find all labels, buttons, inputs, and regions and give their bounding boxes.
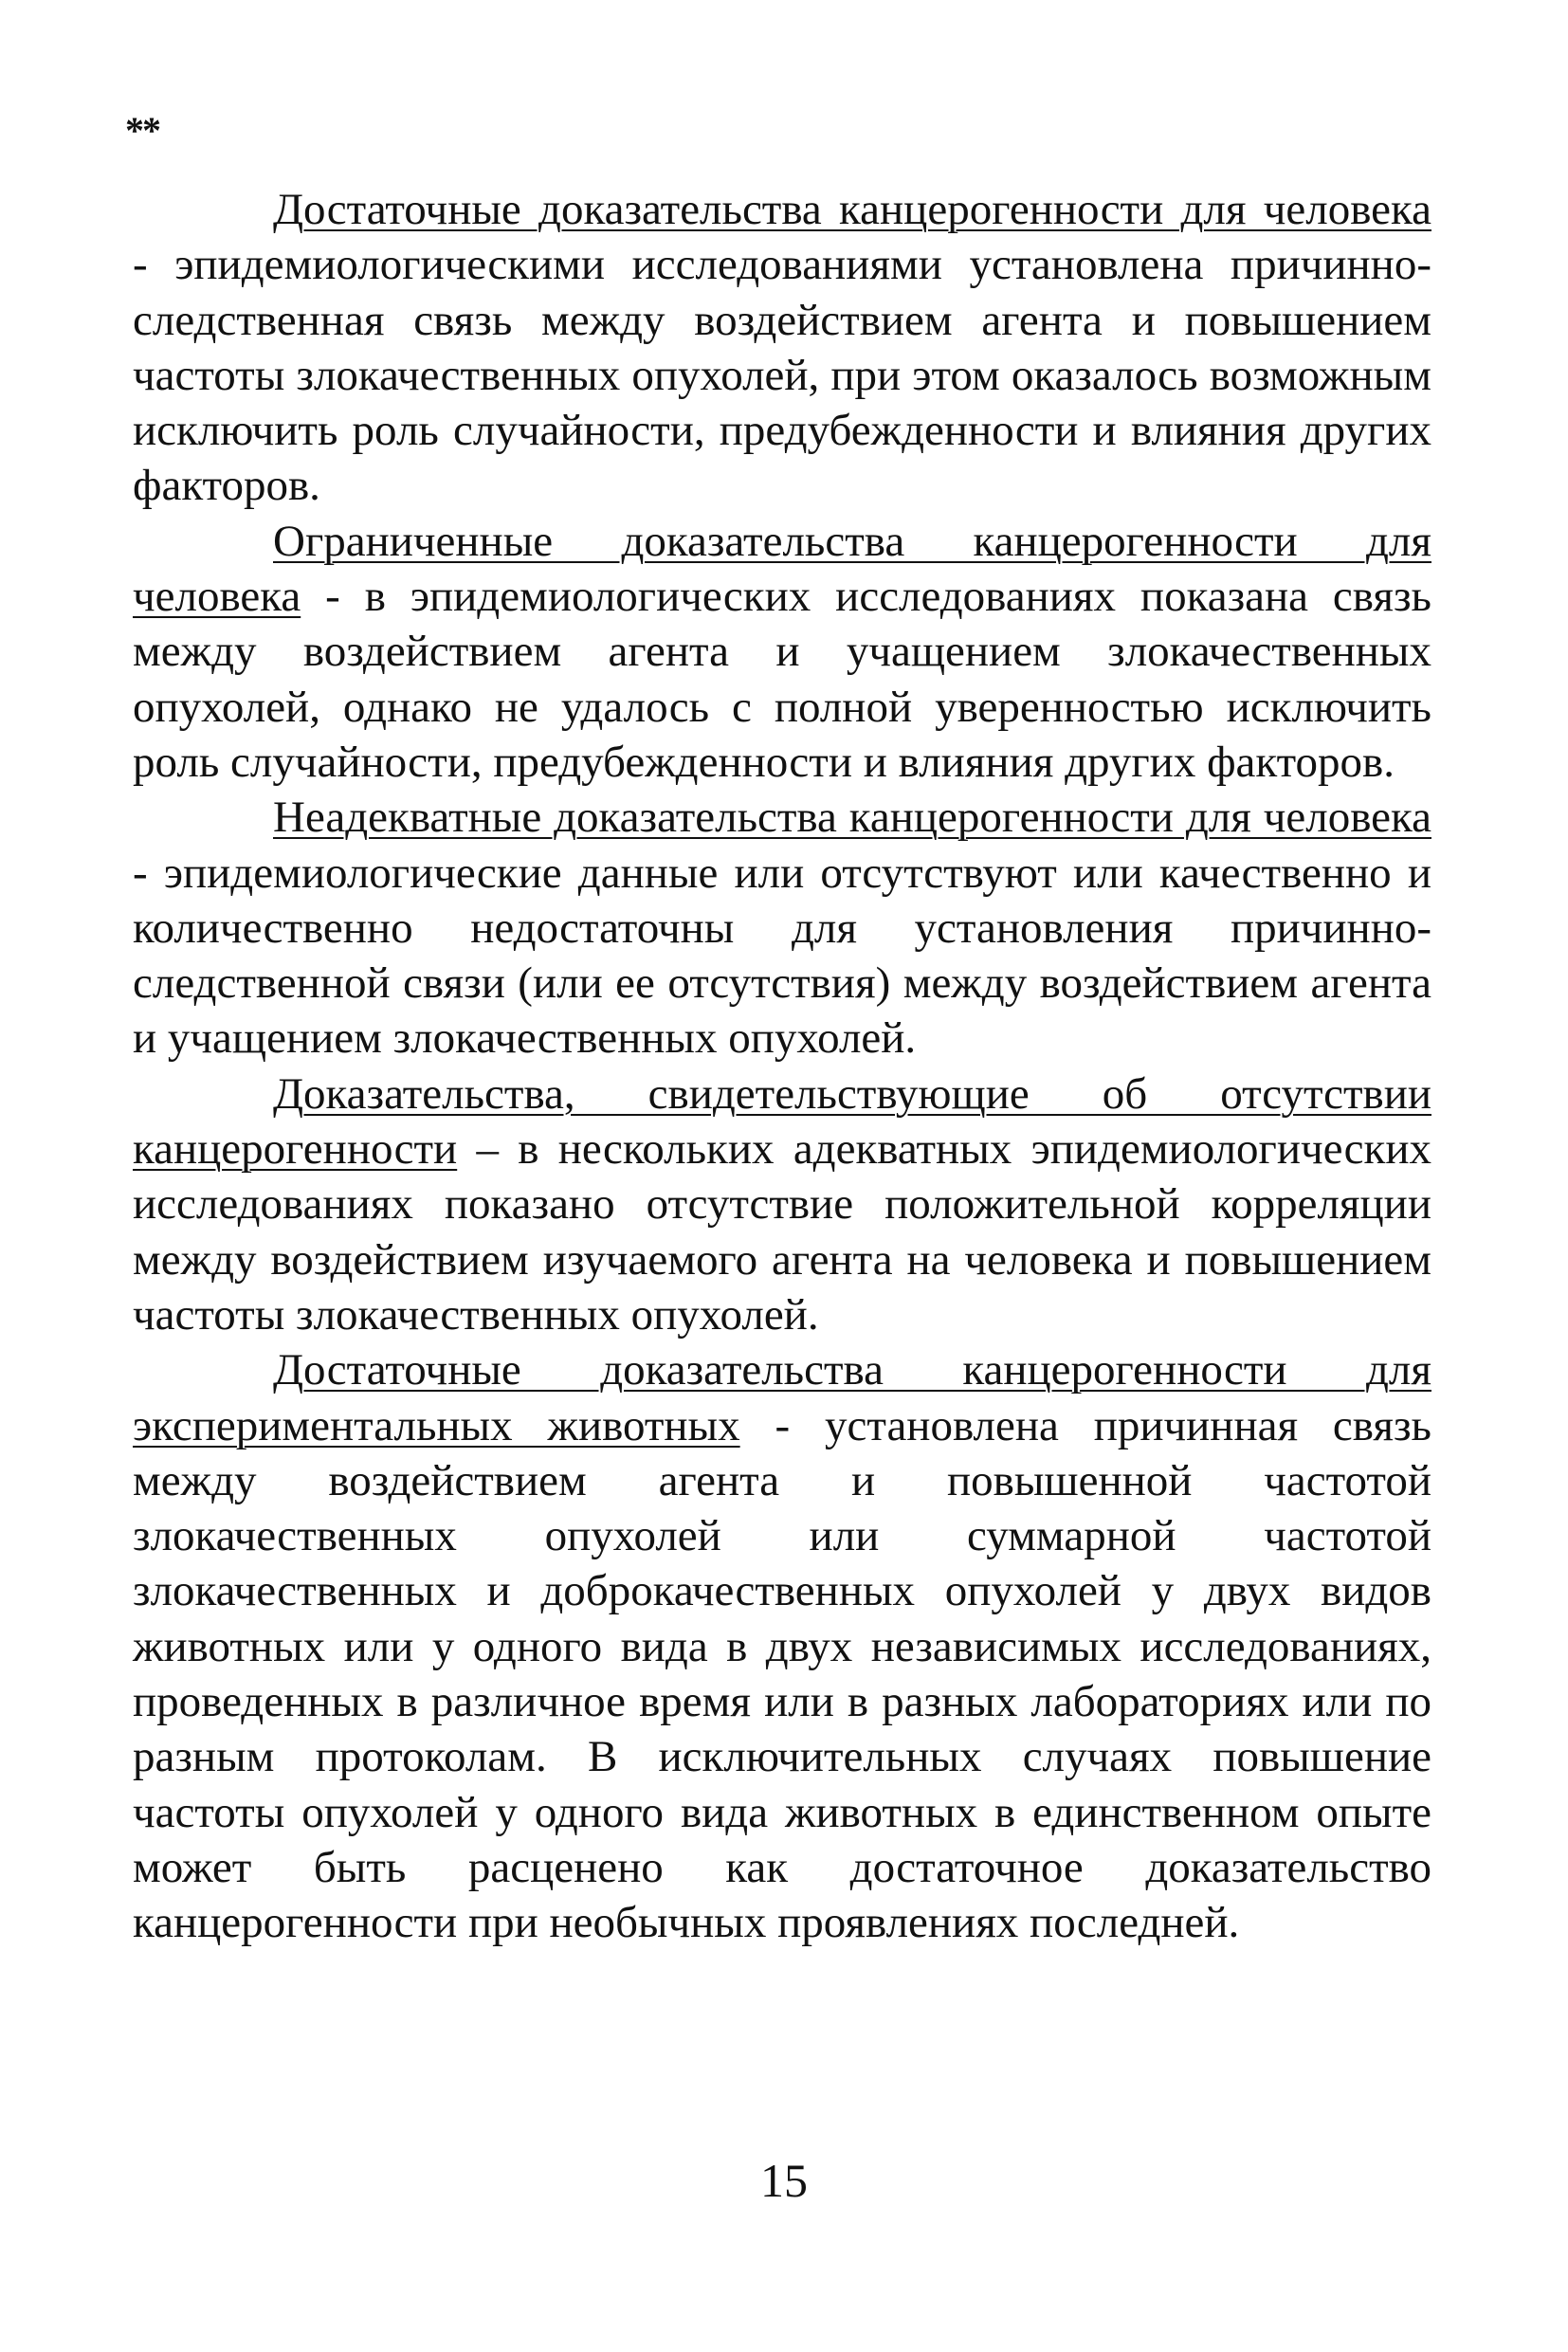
term-limited-human: Ограниченные доказательства канцерогенности для человека [133, 516, 1431, 622]
paragraph-sufficient-human [133, 182, 1431, 514]
definition-sufficient-human: - эпидемиологическими исследованиями установлена причинно-следственная связь между воздействием агента и повышением частоты злокачественных опухолей, при этом оказалось возможным исключить роль случайности, предубежденности и влияния других факторов. [133, 240, 1431, 511]
asterisk-marker: ** [125, 109, 159, 152]
paragraph-inadequate-human [133, 790, 1431, 1066]
definition-no-carcinogenicity: – в нескольких адекватных эпидемиологических исследованиях показано отсутствие положительной корреляции между воздействием изучаемого агента на человека и повышением частоты злокачественных опухолей. [133, 1124, 1431, 1340]
paragraph-no-carcinogenicity [133, 1067, 1431, 1342]
page-number: 15 [760, 2154, 808, 2207]
definition-inadequate-human: - эпидемиологические данные или отсутствуют или качественно и количественно недостаточны для установления причинно-следственной связи (или ее отсутствия) между воздействием агента и учащением злокачественных опухолей. [133, 848, 1431, 1064]
term-sufficient-animals: Достаточные доказательства канцерогенности для экспериментальных животных [133, 1345, 1431, 1450]
definitions-text [133, 182, 1431, 1951]
definition-limited-human: - в эпидемиологических исследованиях показана связь между воздействием агента и учащением злокачественных опухолей, однако не удалось с полной уверенностью исключить роль случайности, предубежденности и влияния других факторов. [133, 572, 1431, 787]
paragraph-limited-human [133, 514, 1431, 790]
term-inadequate-human: Неадекватные доказательства канцерогенности для человека [273, 793, 1431, 843]
term-no-carcinogenicity: Доказательства, свидетельствующие об отсутствии канцерогенности [133, 1068, 1431, 1175]
term-sufficient-human: Достаточные доказательства канцерогенности для человека [273, 185, 1431, 234]
paragraph-sufficient-animals [133, 1342, 1431, 1950]
definition-sufficient-animals: - установлена причинная связь между воздействием агента и повышенной частотой злокачественных опухолей или суммарной частотой злокачественных и доброкачественных опухолей у двух видов животных или у одного вида в двух независимых исследованиях, проведенных в различное время или в разных лабораториях или по разным протоколам. В исключительных случаях повышение частоты опухолей у одного вида животных в единственном опыте может быть расценено как достаточное доказательство канцерогенности при необычных проявлениях последней. [133, 1400, 1431, 1948]
